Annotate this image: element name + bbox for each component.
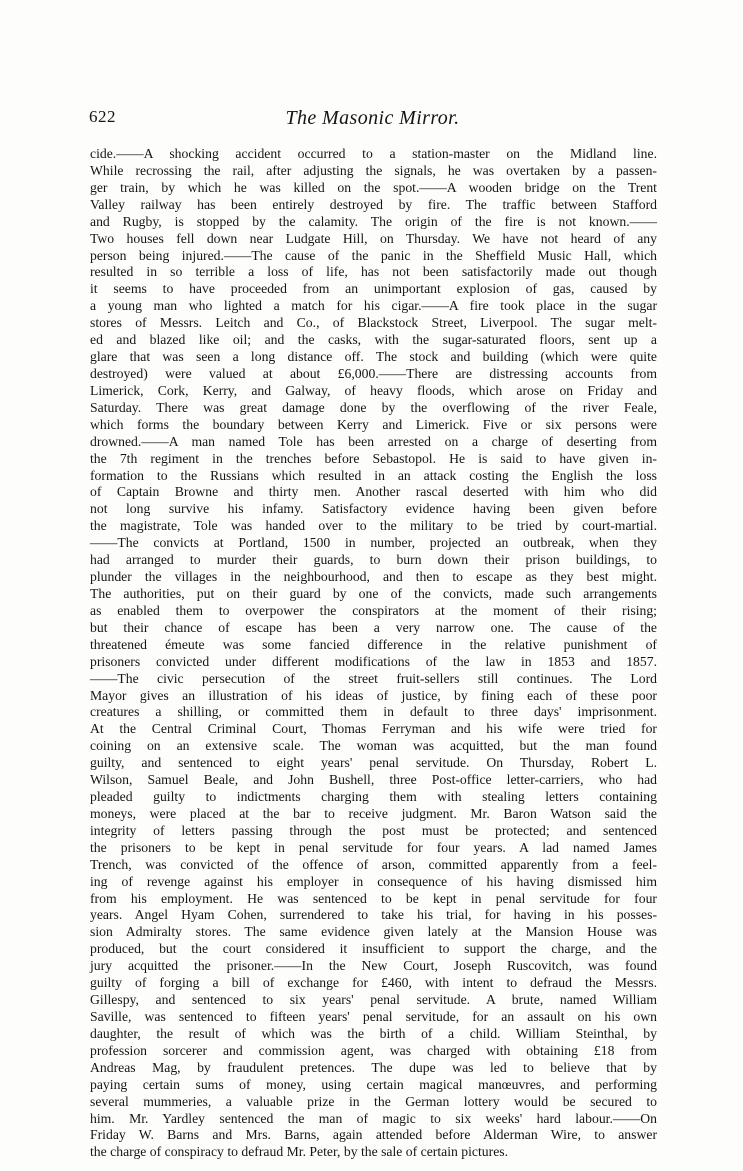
body-line: At the Central Criminal Court, Thomas Ferryman and his wife were tried for [90,721,657,737]
body-line: While recrossing the rail, after adjusting the signals, he was overtaken by a passen- [90,162,657,178]
body-line: Saturday. There was great damage done by the overflowing of the river Feale, [90,399,657,415]
body-line: coining on an extensive scale. The woman was acquitted, but the man found [90,738,657,754]
page-header [89,107,656,137]
body-line: Mayor gives an illustration of his ideas of justice, by fining each of these poor [90,687,657,703]
body-line: ——The civic persecution of the street fruit-sellers still continues. The Lord [90,670,657,686]
body-line: Trench, was convicted of the offence of arson, committed apparently from a feel- [90,856,657,872]
body-line: ing of revenge against his employer in consequence of his having dismissed him [90,873,657,889]
body-line: Two houses fell down near Ludgate Hill, on Thursday. We have not heard of any [90,230,657,246]
body-line: it seems to have proceeded from an unimportant explosion of gas, caused by [90,281,657,297]
body-line: glare that was seen a long distance off. The stock and building (which were quite [90,349,657,365]
body-line: drowned.——A man named Tole has been arrested on a charge of deserting from [90,433,657,449]
body-line: the 7th regiment in the trenches before Sebastopol. He is said to have given in- [90,450,657,466]
body-line: daughter, the result of which was the birth of a child. William Steinthal, by [90,1025,657,1041]
body-line: but their chance of escape has been a very narrow one. The cause of the [90,619,657,635]
body-line: Wilson, Samuel Beale, and John Bushell, three Post-office letter-carriers, who had [90,772,657,788]
body-line: which forms the boundary between Kerry and Limerick. Five or six persons were [90,416,657,432]
body-line: integrity of letters passing through the post must be protected; and sentenced [90,822,657,838]
article-body [90,146,657,1161]
body-line: cide.——A shocking accident occurred to a station-master on the Midland line. [90,146,657,161]
body-line: prisoners convicted under different modifications of the law in 1853 and 1857. [90,653,657,669]
body-line: years. Angel Hyam Cohen, surrendered to take his trial, for having in his posses- [90,907,657,923]
page-number: 622 [89,107,116,126]
body-line: a young man who lighted a match for his cigar.——A fire took place in the sugar [90,298,657,314]
running-title: The Masonic Mirror. [285,107,460,129]
body-line: Gillespy, and sentenced to six years' penal servitude. A brute, named William [90,992,657,1008]
body-line: sion Admiralty stores. The same evidence given lately at the Mansion House was [90,924,657,940]
body-line: Limerick, Cork, Kerry, and Galway, of heavy floods, which arose on Friday and [90,382,657,398]
body-line: destroyed) were valued at about £6,000.——There are distressing accounts from [90,365,657,381]
body-line: profession sorcerer and commission agent, was charged with obtaining £18 from [90,1042,657,1058]
body-line: Andreas Mag, by fraudulent pretences. The dupe was led to believe that by [90,1059,657,1075]
body-line: guilty, and sentenced to eight years' penal servitude. On Thursday, Robert L. [90,755,657,771]
body-line: as enabled them to overpower the conspirators at the moment of their rising; [90,602,657,618]
body-line: creatures a shilling, or committed them in default to three days' imprisonment. [90,704,657,720]
body-line: the charge of conspiracy to defraud Mr. Peter, by the sale of certain pictures. [90,1144,509,1160]
body-line: paying certain sums of money, using certain magical manœuvres, and performing [90,1076,657,1092]
body-line: Saville, was sentenced to fifteen years' penal servitude, for an assault on his own [90,1009,657,1025]
body-line: ——The convicts at Portland, 1500 in number, projected an outbreak, when they [90,535,657,551]
body-line: jury acquitted the prisoner.——In the New Court, Joseph Ruscovitch, was found [90,958,657,974]
body-line: Valley railway has been entirely destroyed by fire. The traffic between Stafford [90,196,657,212]
body-line: ger train, by which he was killed on the spot.——A wooden bridge on the Trent [90,179,657,195]
body-line: Friday W. Barns and Mrs. Barns, again attended before Alderman Wire, to answer [90,1127,657,1143]
body-line: stores of Messrs. Leitch and Co., of Blackstock Street, Liverpool. The sugar melt- [90,315,657,331]
body-line: the magistrate, Tole was handed over to the military to be tried by court-martial. [90,518,657,534]
body-line: not long survive his infamy. Satisfactory evidence having been given before [90,501,657,517]
body-line: guilty of forging a bill of exchange for £460, with intent to defraud the Messrs. [90,975,657,991]
body-line: produced, but the court considered it insufficient to support the charge, and the [90,941,657,957]
body-line: the prisoners to be kept in penal servitude for four years. A lad named James [90,839,657,855]
body-line: him. Mr. Yardley sentenced the man of magic to six weeks' hard labour.——On [90,1110,657,1126]
body-line: plunder the villages in the neighbourhood, and then to escape as they best might. [90,569,657,585]
body-line: The authorities, put on their guard by one of the convicts, made such arrangements [90,585,657,601]
body-line: formation to the Russians which resulted in an attack costing the English the loss [90,467,657,483]
body-line: and Rugby, is stopped by the calamity. The origin of the fire is not known.—— [90,213,657,229]
body-line: moneys, were placed at the bar to receive judgment. Mr. Baron Watson said the [90,805,657,821]
body-line: ed and blazed like oil; and the casks, with the sugar-saturated floors, sent up a [90,332,657,348]
body-line: resulted in so terrible a loss of life, has not been satisfactorily made out though [90,264,657,280]
body-line: person being injured.——The cause of the panic in the Sheffield Music Hall, which [90,247,657,263]
body-line: had arranged to murder their guards, to burn down their prison buildings, to [90,552,657,568]
body-line: of Captain Browne and thirty men. Another rascal deserted with him who did [90,484,657,500]
body-line: several mummeries, a valuable prize in the German lottery would be secured to [90,1093,657,1109]
body-line: pleaded guilty to indictments charging them with stealing letters containing [90,789,657,805]
body-line: threatened émeute was some fancied difference in the relative punishment of [90,636,657,652]
body-line: from his employment. He was sentenced to be kept in penal servitude for four [90,890,657,906]
